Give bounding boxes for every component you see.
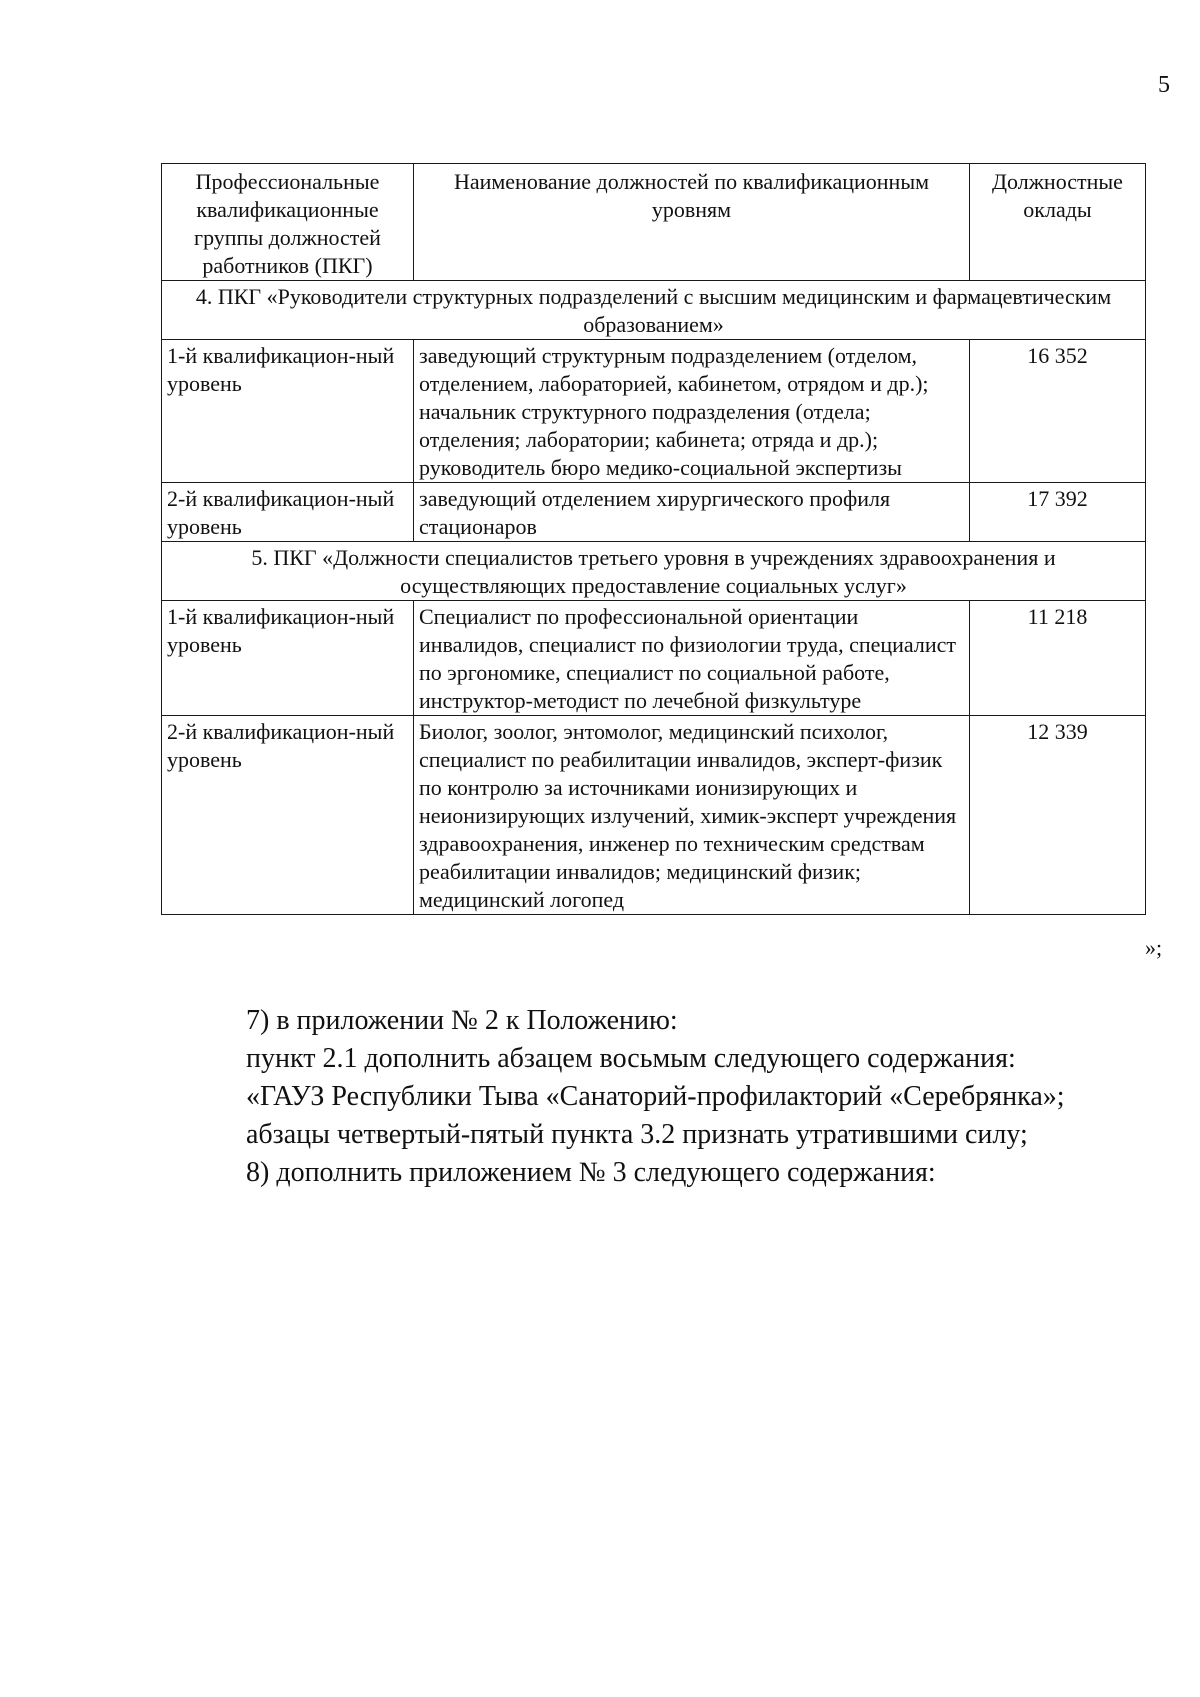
group-row-5 (162, 542, 1146, 601)
table-row (162, 716, 1146, 915)
group-title-4: 4. ПКГ «Руководители структурных подразделений с высшим медицинским и фармацевтическим образованием» (162, 281, 1146, 340)
group-title-5: 5. ПКГ «Должности специалистов третьего уровня в учреждениях здравоохранения и осуществляющих предоставление социальных услуг» (162, 542, 1146, 601)
header-positions: Наименование должностей по квалификационным уровням (414, 164, 970, 281)
header-pkg: Профессиональные квалификационные группы должностей работников (ПКГ) (162, 164, 414, 281)
salary-value: 17 392 (970, 483, 1146, 542)
qualification-level: 1-й квалификацион-ный уровень (162, 340, 414, 483)
table-row (162, 340, 1146, 483)
table-row (162, 483, 1146, 542)
positions-list: Специалист по профессиональной ориентации инвалидов, специалист по физиологии труда, специалист по эргономике, специалист по социальной работе, инструктор-методист по лечебной физкультуре (414, 601, 970, 716)
page-number: 5 (1158, 72, 1170, 98)
amendment-line-7: 7) в приложении № 2 к Положению: (246, 1005, 678, 1036)
group-row-4 (162, 281, 1146, 340)
amendment-line-8: 8) дополнить приложением № 3 следующего содержания: (246, 1157, 936, 1188)
salary-value: 12 339 (970, 716, 1146, 915)
amendment-line-point-3-2: абзацы четвертый-пятый пункта 3.2 признать утратившими силу; (246, 1119, 1028, 1150)
amendment-line-point-2-1: пункт 2.1 дополнить абзацем восьмым следующего содержания: (246, 1043, 1016, 1074)
amendment-text (246, 1002, 1166, 1192)
positions-list: Биолог, зоолог, энтомолог, медицинский психолог, специалист по реабилитации инвалидов, эксперт-физик по контролю за источниками ионизирующих и неионизирующих излучений, химик-эксперт учреждения здравоохранения, инженер по техническим средствам реабилитации инвалидов; медицинский физик; медицинский логопед (414, 716, 970, 915)
qualification-level: 2-й квалификацион-ный уровень (162, 483, 414, 542)
table-row (162, 601, 1146, 716)
salary-value: 11 218 (970, 601, 1146, 716)
qualification-level: 1-й квалификацион-ный уровень (162, 601, 414, 716)
salary-table (161, 163, 1146, 915)
header-salary: Должностные оклады (970, 164, 1146, 281)
positions-list: заведующий отделением хирургического профиля стационаров (414, 483, 970, 542)
table-header-row (162, 164, 1146, 281)
salary-value: 16 352 (970, 340, 1146, 483)
closing-quote: »; (1145, 935, 1163, 960)
positions-list: заведующий структурным подразделением (отделом, отделением, лабораторией, кабинетом, отрядом и др.); начальник структурного подразделения (отдела; отделения; лаборатории; кабинета; отряда и др.); руководитель бюро медико-социальной экспертизы (414, 340, 970, 483)
qualification-level: 2-й квалификацион-ный уровень (162, 716, 414, 915)
amendment-line-sanatorium: «ГАУЗ Республики Тыва «Санаторий-профилакторий «Серебрянка»; (246, 1081, 1065, 1112)
